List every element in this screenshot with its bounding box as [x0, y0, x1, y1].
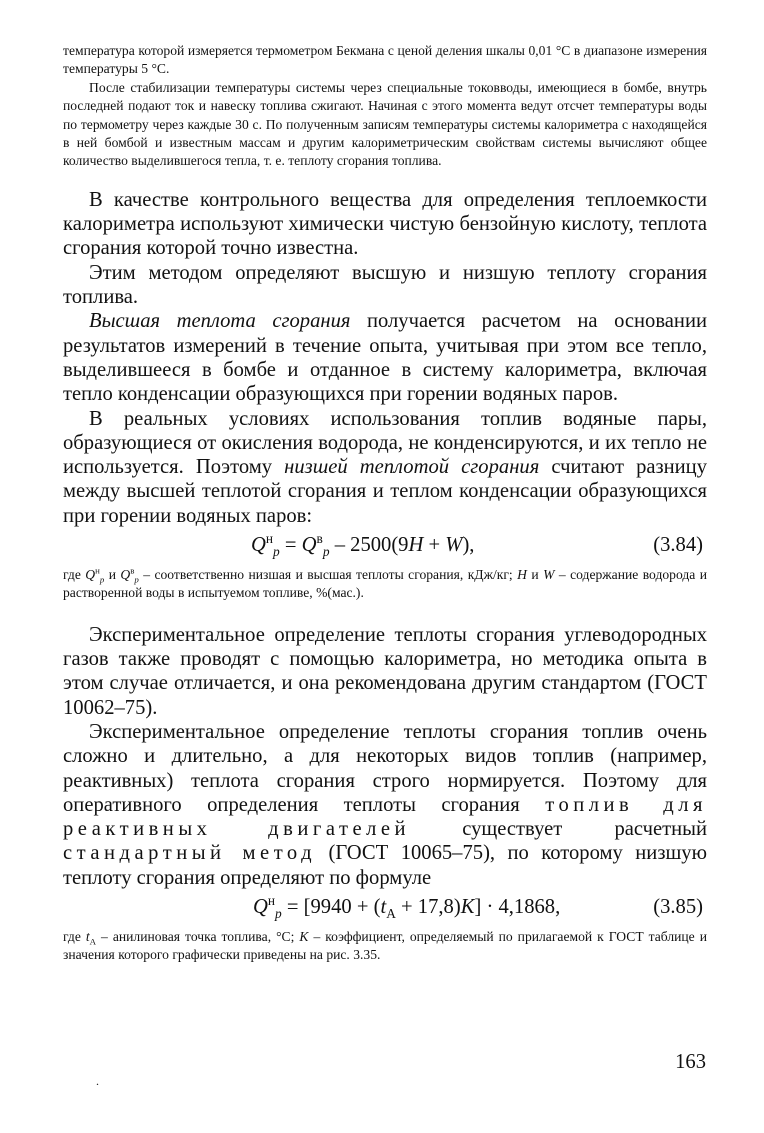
paragraph-gas-fuels: Экспериментальное определение теплоты сгорания углеводородных газов также проводят с помощью калориметра, но методика опыта в этом случае отличается, и она рекомендована другим стандартом (ГОСТ 10062–75).	[63, 623, 707, 719]
page-content	[63, 42, 707, 965]
paragraph-bomb-procedure: После стабилизации температуры системы через специальные токовводы, имеющиеся в бомбе, внутрь последней подают ток и навеску топлива сжигают. Начиная с этого момента ведут отсчет температуры воды по термометру через каждые 30 с. По полученным записям температуры системы калориметра с находящейся в ней бомбой и известным массам и другим калориметрическим свойствам системы вычисляют общее количество выделившегося тепла, т. е. теплоту сгорания топлива.	[63, 79, 707, 169]
stray-dot: .	[96, 1074, 99, 1088]
page-number: 163	[675, 1051, 706, 1073]
formula-number: (3.84)	[653, 534, 703, 556]
term-higher-heat: Высшая теплота сгорания	[89, 310, 351, 333]
paragraph-higher-heat: Высшая теплота сгорания получается расчетом на основании результатов измерений в течение опыта, учитывая при этом все тепло, выделившееся в бомбе и отданное в систему калориметра, включая тепло конденсации образующихся при горении водяных паров.	[63, 310, 707, 406]
term-lower-heat: низшей теплотой сгорания	[284, 456, 540, 479]
formula-legend-1: где $Q^н_p$ и $Q^в_p$ – соответственно низшая и высшая теплоты сгорания, кДж/кг; H и W – содержание водорода и растворенной воды в испытуемом топливе, %(мас.).	[63, 565, 708, 601]
formula-3-84: $Q^н_p = Q^в_p - 2500(9H + W)$, (3.84)	[63, 528, 707, 562]
spaced-term-jet-fuels: топлив для реактивных двигателей	[63, 793, 707, 841]
paragraph-control-substance: В качестве контрольного вещества для определения теплоемкости калориметра используют химически чистую бензойную кислоту, теплота сгорания которой точно известна.	[63, 188, 707, 260]
spaced-term-standard-method: стандартный метод	[63, 842, 317, 865]
formula-3-85: $Q^н_p = [9940 + (t_A + 17,8)K] \cdot 4,1868$, (3.85)	[63, 890, 707, 924]
paragraph-method: Этим методом определяют высшую и низшую теплоту сгорания топлива.	[63, 261, 707, 309]
paragraph-lower-heat: В реальных условиях использования топлив водяные пары, образующиеся от окисления водорода, не конденсируются, и их тепло не используется. Поэтому низшей теплотой сгорания считают разницу между высшей теплотой сгорания и теплом конденсации образующихся при горении водяных паров:	[63, 407, 707, 527]
formula-legend-2: где $t_A$ – анилиновая точка топлива, °С; K – коэффициент, определяемый по прилагаемой к ГОСТ таблице и значения которого графически приведены на рис. 3.35.	[63, 929, 707, 963]
paragraph-continuation: температура которой измеряется термометром Бекмана с ценой деления шкалы 0,01 °С в диапазоне измерения температуры 5 °С.	[63, 43, 707, 77]
formula-number: (3.85)	[653, 896, 703, 919]
paragraph-calculation-method: Экспериментальное определение теплоты сгорания топлив очень сложно и длительно, а для некоторых видов топлив (например, реактивных) теплота сгорания строго нормируется. Поэтому для оперативного определения теплоты сгорания топлив для реактивных двигателей существует расчетный стандартный метод (ГОСТ 10065–75), по которому низшую теплоту сгорания определяют по формуле	[63, 721, 707, 889]
